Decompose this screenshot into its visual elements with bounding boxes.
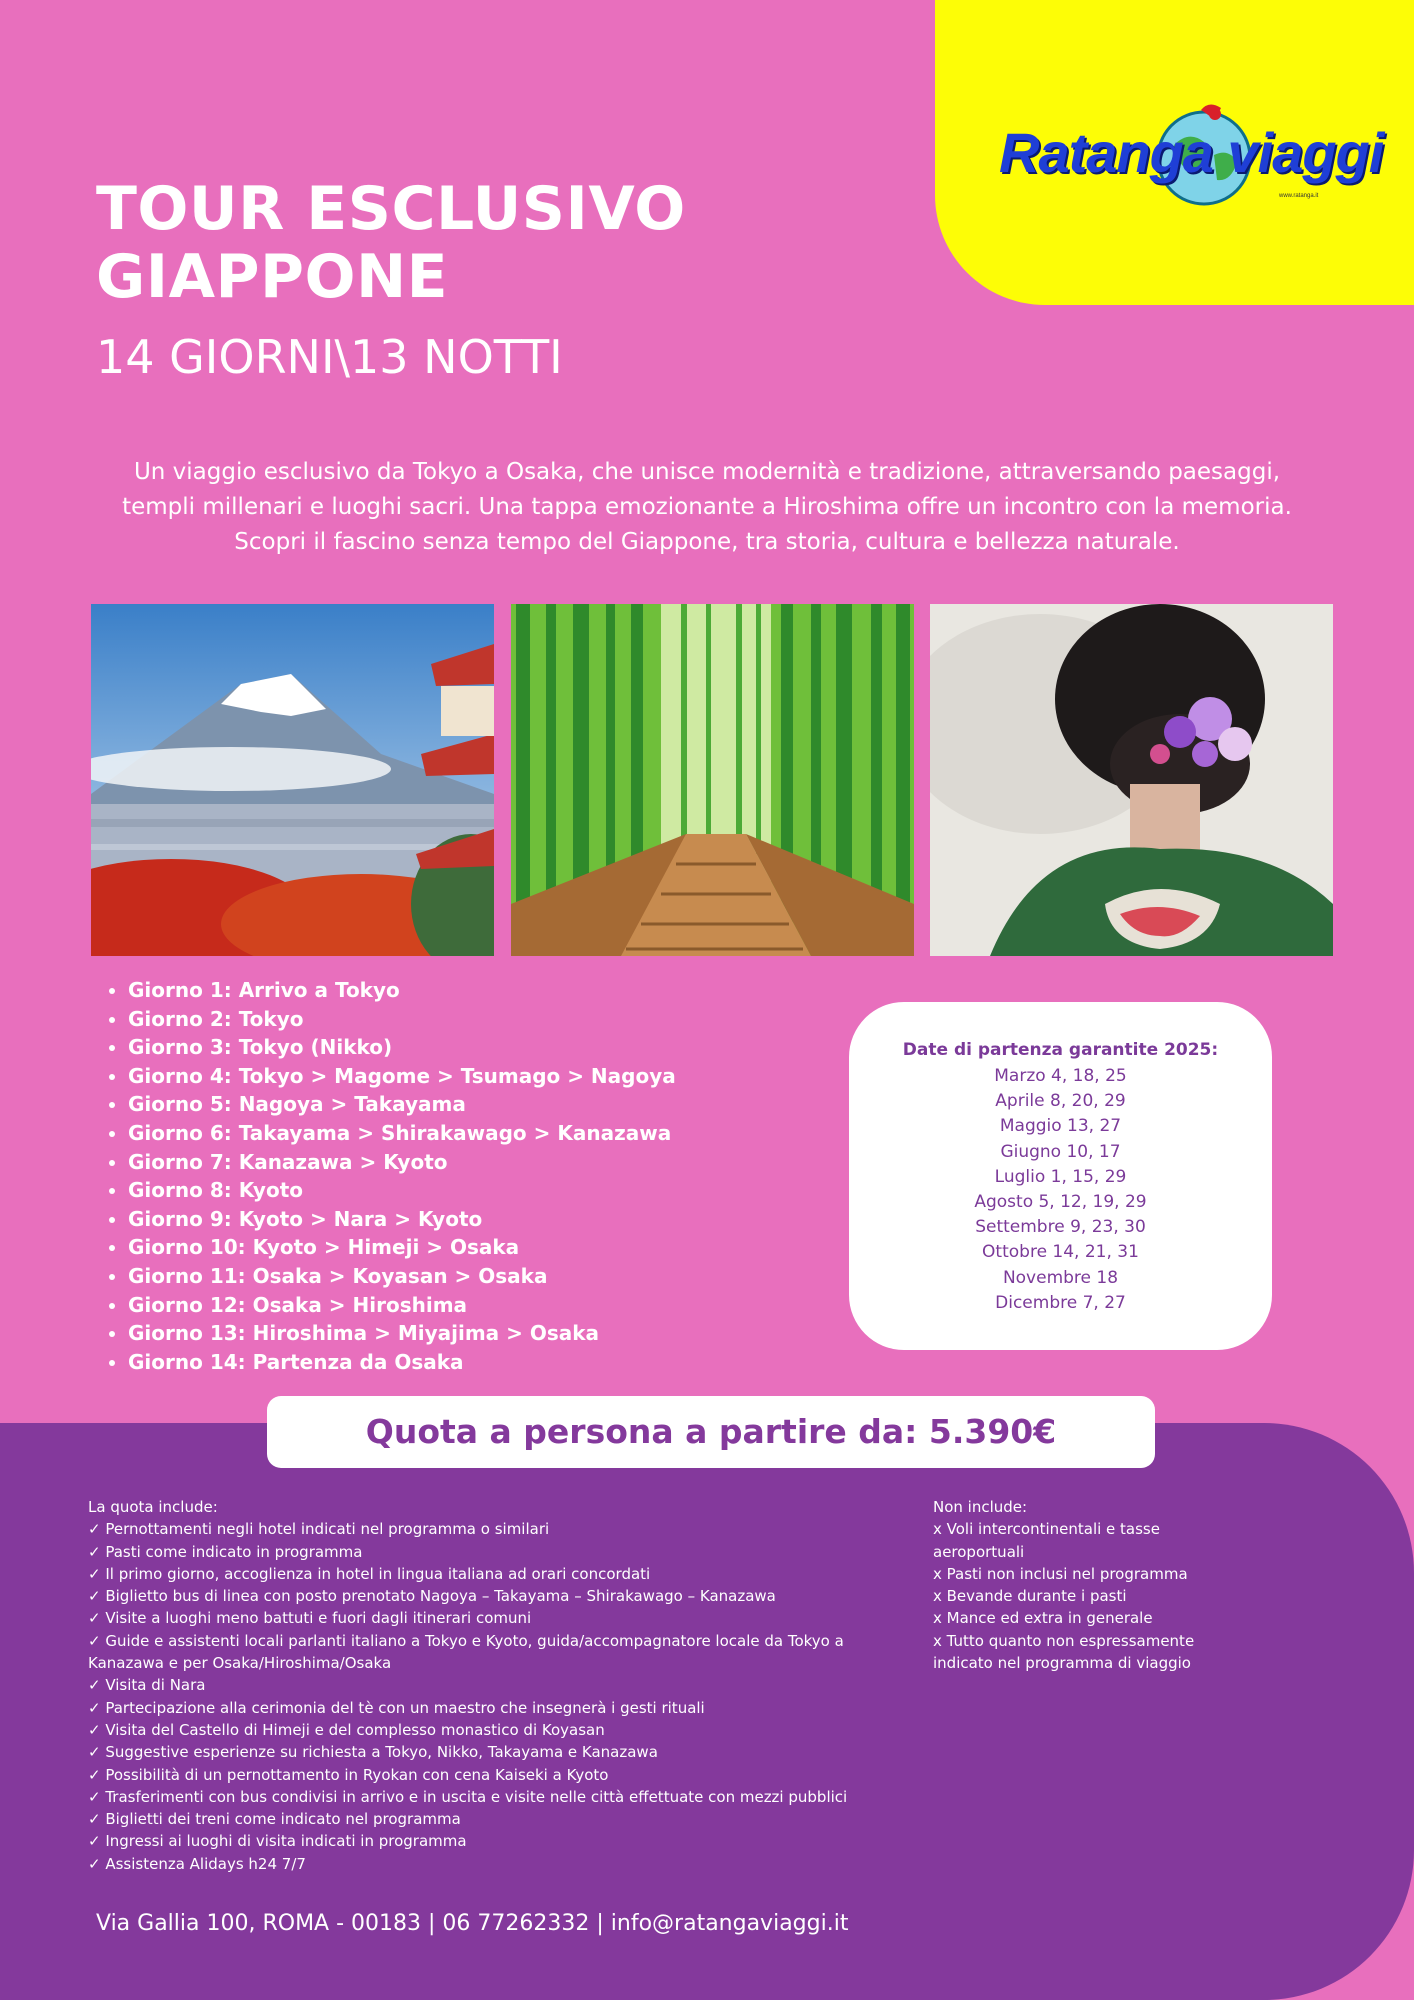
intro-paragraph: Un viaggio esclusivo da Tokyo a Osaka, che unisce modernità e tradizione, attraversando paesaggi, templi millenari e luoghi sacri. Una tappa emozionante a Hiroshima offre un incontro con la memoria. Scopri il fascino senza tempo del Giappone, tra storia, cultura e bellezza naturale. — [122, 459, 1292, 555]
departure-dates-box — [849, 1002, 1272, 1350]
date-item: Aprile 8, 20, 29 — [995, 1091, 1126, 1112]
include-item: ✓ Assistenza Alidays h24 7/7 — [88, 1854, 306, 1873]
date-item: Luglio 1, 15, 29 — [994, 1166, 1127, 1187]
date-item: Marzo 4, 18, 25 — [994, 1066, 1127, 1086]
itinerary-item: • Giorno 3: Tokyo (Nikko) — [128, 1033, 676, 1062]
includes-list — [88, 1518, 888, 1875]
include-item: ✓ Il primo giorno, accoglienza in hotel in lingua italiana ad orari concordati — [88, 1564, 651, 1583]
date-item: Ottobre 14, 21, 31 — [982, 1242, 1139, 1263]
itinerary-item: • Giorno 12: Osaka > Hiroshima — [128, 1291, 676, 1320]
excludes-list — [933, 1518, 1243, 1674]
title-line-1: TOUR ESCLUSIVO — [96, 174, 686, 244]
contact-footer[interactable]: Via Gallia 100, ROMA - 00183 | 06 77262332 | info@ratangaviaggi.it — [96, 1911, 849, 1936]
include-item: ✓ Pernottamenti negli hotel indicati nel programma o similari — [88, 1520, 550, 1539]
brand-name: Ratanga viaggi — [999, 121, 1384, 184]
date-item: Maggio 13, 27 — [999, 1116, 1122, 1137]
brand-logo[interactable] — [999, 80, 1384, 210]
dates-list — [849, 1064, 1272, 1316]
include-item: ✓ Visita del Castello di Himeji e del complesso monastico di Koyasan — [88, 1720, 605, 1739]
date-item: Agosto 5, 12, 19, 29 — [974, 1192, 1147, 1213]
exclude-item: x Voli intercontinentali e tasse aeroportuali — [933, 1520, 1160, 1561]
itinerary-item: • Giorno 8: Kyoto — [128, 1176, 676, 1205]
include-item: ✓ Biglietto bus di linea con posto prenotato Nagoya – Takayama – Shirakawago – Kanazawa — [88, 1587, 776, 1606]
exclude-item: x Tutto quanto non espressamente indicato nel programma di viaggio — [933, 1631, 1195, 1673]
mount-fuji-pagoda-photo — [91, 604, 494, 956]
excludes-section — [933, 1496, 1243, 1674]
include-item: ✓ Ingressi ai luoghi di visita indicati in programma — [88, 1832, 467, 1851]
itinerary-item: • Giorno 4: Tokyo > Magome > Tsumago > Nagoya — [128, 1062, 676, 1091]
itinerary-item: • Giorno 6: Takayama > Shirakawago > Kanazawa — [128, 1119, 676, 1148]
brand-url: www.ratanga.it — [1279, 193, 1319, 199]
exclude-item: x Mance ed extra in generale — [933, 1609, 1153, 1628]
itinerary-item: • Giorno 5: Nagoya > Takayama — [128, 1090, 676, 1119]
itinerary-item: • Giorno 14: Partenza da Osaka — [128, 1348, 676, 1377]
itinerary-item: • Giorno 10: Kyoto > Himeji > Osaka — [128, 1233, 676, 1262]
excludes-title: Non include: — [933, 1498, 1028, 1516]
itinerary-item: • Giorno 13: Hiroshima > Miyajima > Osaka — [128, 1319, 676, 1348]
include-item: ✓ Visita di Nara — [88, 1676, 206, 1695]
title-line-2: GIAPPONE — [96, 242, 449, 312]
include-item: ✓ Possibilità di un pernottamento in Ryokan con cena Kaiseki a Kyoto — [88, 1765, 609, 1784]
date-item: Dicembre 7, 27 — [995, 1292, 1126, 1313]
duration-subtitle: 14 GIORNI\13 NOTTI — [96, 330, 563, 384]
geisha-kimono-photo — [930, 604, 1333, 956]
exclude-item: x Pasti non inclusi nel programma — [933, 1564, 1188, 1583]
date-item: Novembre 18 — [1002, 1267, 1119, 1288]
logo-panel — [935, 0, 1414, 305]
include-item: ✓ Biglietti dei treni come indicato nel programma — [88, 1810, 461, 1829]
itinerary-item: • Giorno 11: Osaka > Koyasan > Osaka — [128, 1262, 676, 1291]
price-banner: Quota a persona a partire da: 5.390€ — [267, 1396, 1155, 1468]
exclude-item: x Bevande durante i pasti — [933, 1587, 1127, 1606]
include-item: ✓ Trasferimenti con bus condivisi in arrivo e in uscita e visite nelle città effettuate con mezzi pubblici — [88, 1787, 848, 1806]
include-item: ✓ Suggestive esperienze su richiesta a Tokyo, Nikko, Takayama e Kanazawa — [88, 1743, 658, 1762]
itinerary-item: • Giorno 7: Kanazawa > Kyoto — [128, 1148, 676, 1177]
date-item: Settembre 9, 23, 30 — [975, 1217, 1146, 1238]
itinerary-item: • Giorno 9: Kyoto > Nara > Kyoto — [128, 1205, 676, 1234]
include-item: ✓ Partecipazione alla cerimonia del tè con un maestro che insegnerà i gesti rituali — [88, 1698, 705, 1717]
includes-section — [88, 1496, 888, 1875]
bamboo-forest-path-photo — [511, 604, 914, 956]
include-item: ✓ Pasti come indicato in programma — [88, 1542, 363, 1561]
dates-title: Date di partenza garantite 2025: — [902, 1040, 1219, 1060]
include-item: ✓ Guide e assistenti locali parlanti italiano a Tokyo e Kyoto, guida/accompagnatore locale da Tokyo a Kanazawa e per Osaka/Hiroshima/Osaka — [88, 1631, 844, 1673]
date-item: Giugno 10, 17 — [1000, 1141, 1121, 1162]
includes-title: La quota include: — [88, 1498, 218, 1516]
itinerary-list — [96, 976, 676, 1376]
include-item: ✓ Visite a luoghi meno battuti e fuori dagli itinerari comuni — [88, 1609, 532, 1628]
itinerary-item: • Giorno 2: Tokyo — [128, 1005, 676, 1034]
page-title — [96, 175, 686, 311]
itinerary-item: • Giorno 1: Arrivo a Tokyo — [128, 976, 676, 1005]
